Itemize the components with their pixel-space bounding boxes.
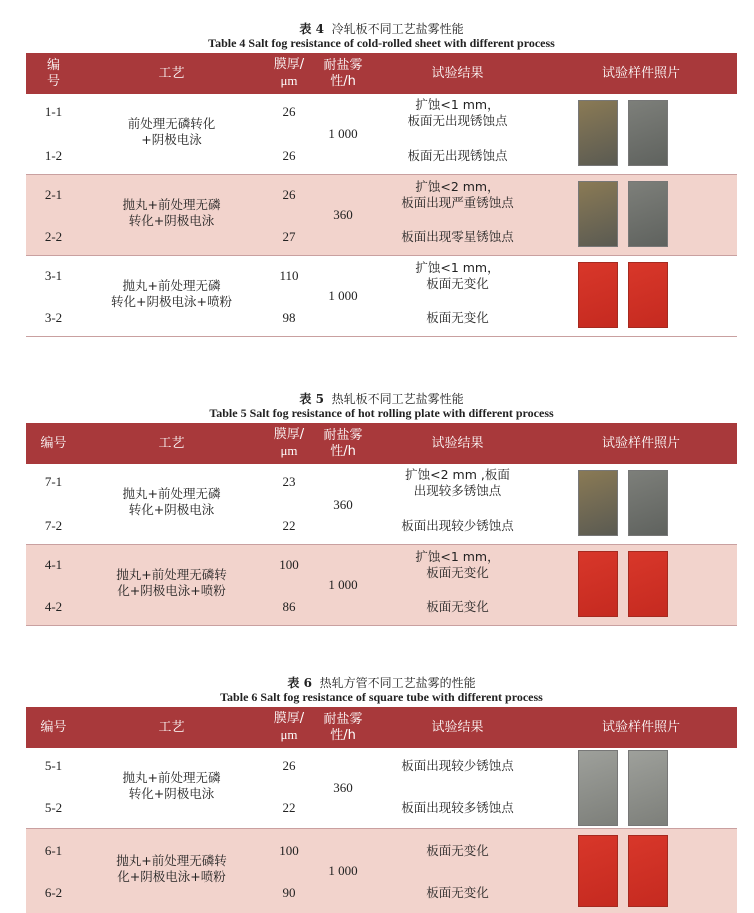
table-header	[26, 707, 737, 748]
hours-cell: 1 000	[328, 577, 358, 592]
sample-id: 6-1	[44, 843, 63, 858]
thickness-cell: 100	[279, 557, 299, 572]
process-cell: 抛丸+前处理无磷 转化+阴极电泳	[122, 486, 221, 517]
table-row-group	[26, 94, 737, 175]
sample-id: 5-2	[44, 800, 63, 815]
thickness-cell: 26	[282, 187, 296, 202]
result-cell: 扩蚀<1 mm， 板面无变化	[415, 549, 500, 580]
header-thickness: 膜厚/ μm	[273, 427, 305, 458]
result-cell: 扩蚀<1 mm， 板面无出现锈蚀点	[407, 97, 508, 128]
result-cell: 板面出现较多锈蚀点	[401, 800, 514, 815]
hours-cell: 1 000	[328, 126, 358, 141]
hours-cell: 360	[333, 497, 353, 512]
thickness-cell: 110	[279, 268, 299, 283]
sample-id: 1-1	[44, 104, 63, 119]
thickness-cell: 27	[282, 229, 296, 244]
thickness-cell: 22	[282, 518, 296, 533]
thickness-cell: 22	[282, 800, 296, 815]
sample-photo	[628, 551, 668, 617]
sample-photo	[628, 470, 668, 536]
sample-id: 5-1	[44, 758, 63, 773]
header-id: 编号	[40, 719, 67, 735]
header-id: 编 号	[46, 57, 60, 89]
header-photo: 试验样件照片	[601, 719, 680, 735]
sample-photo	[578, 470, 618, 536]
sample-id: 3-1	[44, 268, 63, 283]
thickness-cell: 26	[282, 148, 296, 163]
table-row-group	[26, 175, 737, 256]
header-thickness: 膜厚/ μm	[273, 711, 305, 742]
process-cell: 抛丸+前处理无磷 转化+阴极电泳+喷粉	[111, 278, 232, 309]
sample-id: 4-2	[44, 599, 63, 614]
header-process: 工艺	[158, 435, 185, 451]
sample-photo	[578, 835, 618, 907]
sample-id: 4-1	[44, 557, 63, 572]
result-cell: 扩蚀<2 mm， 板面出现严重锈蚀点	[401, 179, 514, 210]
table-5	[26, 392, 737, 626]
sample-photo	[628, 750, 668, 826]
sample-photo	[578, 181, 618, 247]
table-6	[26, 676, 737, 913]
header-process: 工艺	[158, 65, 185, 81]
process-cell: 抛丸+前处理无磷 转化+阴极电泳	[122, 197, 221, 228]
header-result: 试验结果	[431, 719, 484, 735]
result-cell: 板面无变化	[426, 843, 489, 858]
table-caption-cn: 表 6 热轧方管不同工艺盐雾的性能	[287, 676, 476, 690]
table-caption-en: Table 5 Salt fog resistance of hot rolling plate with different process	[209, 406, 554, 420]
table-caption-en: Table 6 Salt fog resistance of square tube with different process	[220, 690, 543, 704]
result-cell: 板面出现较少锈蚀点	[401, 758, 514, 773]
result-cell: 板面无变化	[426, 310, 489, 325]
hours-cell: 360	[333, 780, 353, 795]
hours-cell: 1 000	[328, 863, 358, 878]
process-cell: 抛丸+前处理无磷转 化+阴极电泳+喷粉	[116, 567, 227, 598]
header-hours: 耐盐雾 性/h	[323, 427, 363, 459]
thickness-cell: 26	[282, 758, 296, 773]
thickness-cell: 90	[282, 885, 296, 900]
thickness-cell: 23	[282, 474, 296, 489]
table-caption-en: Table 4 Salt fog resistance of cold-rolled sheet with different process	[208, 36, 555, 50]
header-thickness: 膜厚/ μm	[273, 57, 305, 88]
thickness-cell: 100	[279, 843, 299, 858]
result-cell: 扩蚀<2 mm ,板面 出现较多锈蚀点	[405, 467, 510, 498]
table-header	[26, 423, 737, 464]
table-4	[26, 22, 737, 337]
sample-id: 2-1	[44, 187, 63, 202]
table-row-group	[26, 256, 737, 337]
process-cell: 前处理无磷转化 +阴极电泳	[127, 116, 216, 147]
sample-id: 7-2	[44, 518, 63, 533]
sample-photo	[578, 100, 618, 166]
hours-cell: 360	[333, 207, 353, 222]
sample-id: 1-2	[44, 148, 63, 163]
header-process: 工艺	[158, 719, 185, 735]
result-cell: 板面无变化	[426, 885, 489, 900]
table-caption-cn: 表 5 热轧板不同工艺盐雾性能	[299, 392, 464, 406]
header-hours: 耐盐雾 性/h	[323, 711, 363, 743]
process-cell: 抛丸+前处理无磷 转化+阴极电泳	[122, 770, 221, 801]
table-row-group	[26, 829, 737, 913]
header-id: 编号	[40, 435, 67, 451]
header-result: 试验结果	[431, 435, 484, 451]
table-row-group	[26, 545, 737, 626]
thickness-cell: 98	[282, 310, 296, 325]
sample-photo	[628, 100, 668, 166]
sample-id: 7-1	[44, 474, 63, 489]
result-cell: 板面出现零星锈蚀点	[401, 229, 514, 244]
result-cell: 扩蚀<1 mm， 板面无变化	[415, 260, 500, 291]
hours-cell: 1 000	[328, 288, 358, 303]
result-cell: 板面无变化	[426, 599, 489, 614]
sample-id: 6-2	[44, 885, 63, 900]
table-row-group	[26, 748, 737, 829]
thickness-cell: 86	[282, 599, 296, 614]
sample-photo	[578, 551, 618, 617]
sample-photo	[578, 262, 618, 328]
header-hours: 耐盐雾 性/h	[323, 57, 363, 89]
sample-photo	[628, 181, 668, 247]
table-row-group	[26, 464, 737, 545]
header-result: 试验结果	[431, 65, 484, 81]
header-photo: 试验样件照片	[601, 65, 680, 81]
sample-id: 2-2	[44, 229, 63, 244]
table-header	[26, 53, 737, 94]
process-cell: 抛丸+前处理无磷转 化+阴极电泳+喷粉	[116, 853, 227, 884]
header-photo: 试验样件照片	[601, 435, 680, 451]
thickness-cell: 26	[282, 104, 296, 119]
sample-id: 3-2	[44, 310, 63, 325]
sample-photo	[628, 835, 668, 907]
result-cell: 板面出现较少锈蚀点	[401, 518, 514, 533]
result-cell: 板面无出现锈蚀点	[407, 148, 508, 163]
sample-photo	[578, 750, 618, 826]
sample-photo	[628, 262, 668, 328]
table-caption-cn: 表 4 冷轧板不同工艺盐雾性能	[299, 22, 464, 36]
